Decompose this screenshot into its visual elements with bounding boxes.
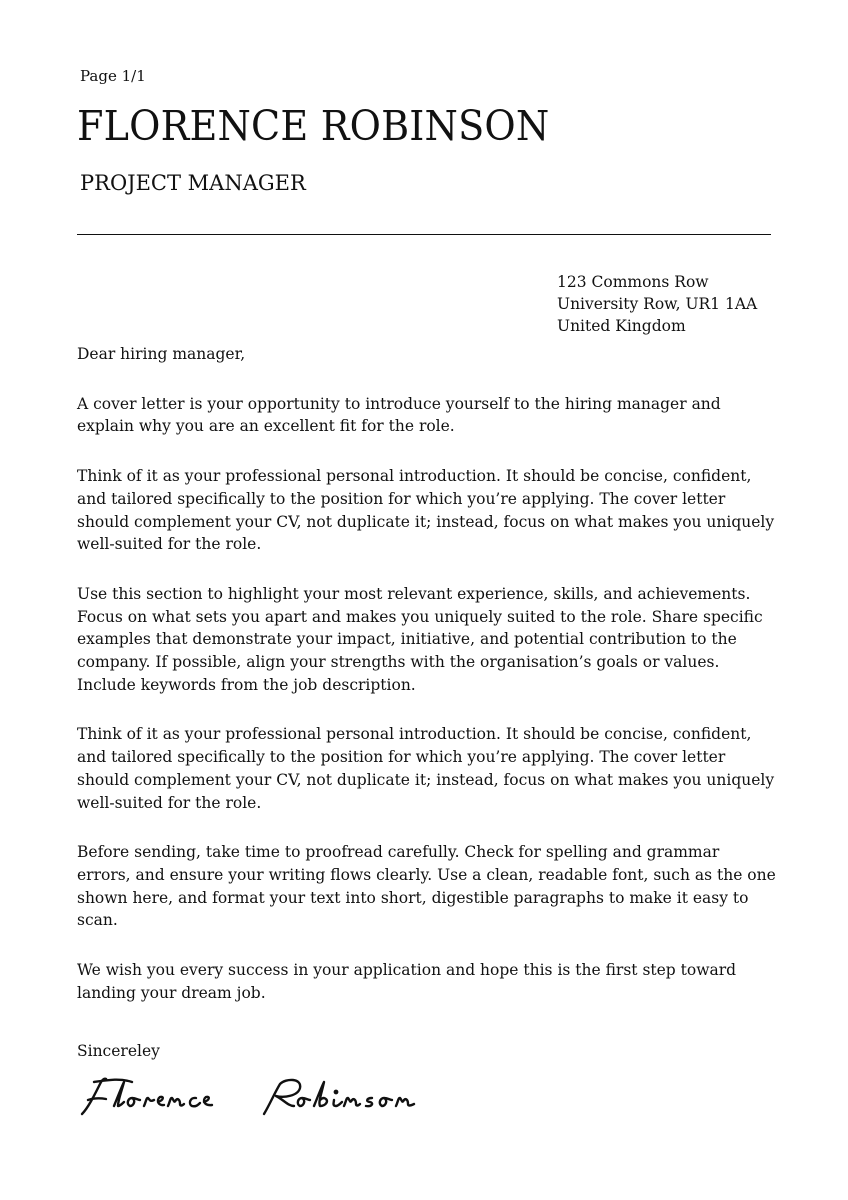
paragraph-4: Think of it as your professional personal introduction. It should be concise, confident, and tailored specifically to the position for which you’re applying. The cover letter should complement your CV, not duplicate it; instead, focus on what makes you uniquely well-suited for the role. <box>77 725 775 812</box>
address-line-2: University Row, UR1 1AA <box>557 295 758 313</box>
job-title: PROJECT MANAGER <box>80 171 306 195</box>
paragraph-1: A cover letter is your opportunity to introduce yourself to the hiring manager and explain why you are an excellent fit for the role. <box>77 394 721 436</box>
header-divider <box>77 234 771 235</box>
paragraph-3: Use this section to highlight your most relevant experience, skills, and achievements. Focus on what sets you apart and makes you uniquely suited to the role. Share specific examples that demonstrate your impact, initiative, and potential contribution to the company. If possible, align your strengths with the organisation’s goals or values. Include keywords from the job description. <box>77 584 763 694</box>
address-block <box>557 271 757 337</box>
address-line-1: 123 Commons Row <box>557 273 709 291</box>
page-number: Page 1/1 <box>80 67 146 85</box>
paragraph-6: We wish you every success in your application and hope this is the first step toward landing your dream job. <box>77 961 737 1002</box>
letter-body <box>77 343 777 1031</box>
greeting: Dear hiring manager, <box>77 345 246 363</box>
applicant-name: FLORENCE ROBINSON <box>77 102 550 150</box>
paragraph-5: Before sending, take time to proofread carefully. Check for spelling and grammar errors, and ensure your writing flows clearly. Use a clean, readable font, such as the one shown here, and format your text into short, digestible paragraphs to make it easy to scan. <box>77 843 776 930</box>
address-line-3: United Kingdom <box>557 317 686 335</box>
paragraph-2: Think of it as your professional personal introduction. It should be concise, confident, and tailored specifically to the position for which you’re applying. The cover letter should complement your CV, not duplicate it; instead, focus on what makes you uniquely well-suited for the role. <box>77 467 775 554</box>
signature-image <box>74 1070 474 1130</box>
closing: Sincereley <box>77 1042 160 1060</box>
